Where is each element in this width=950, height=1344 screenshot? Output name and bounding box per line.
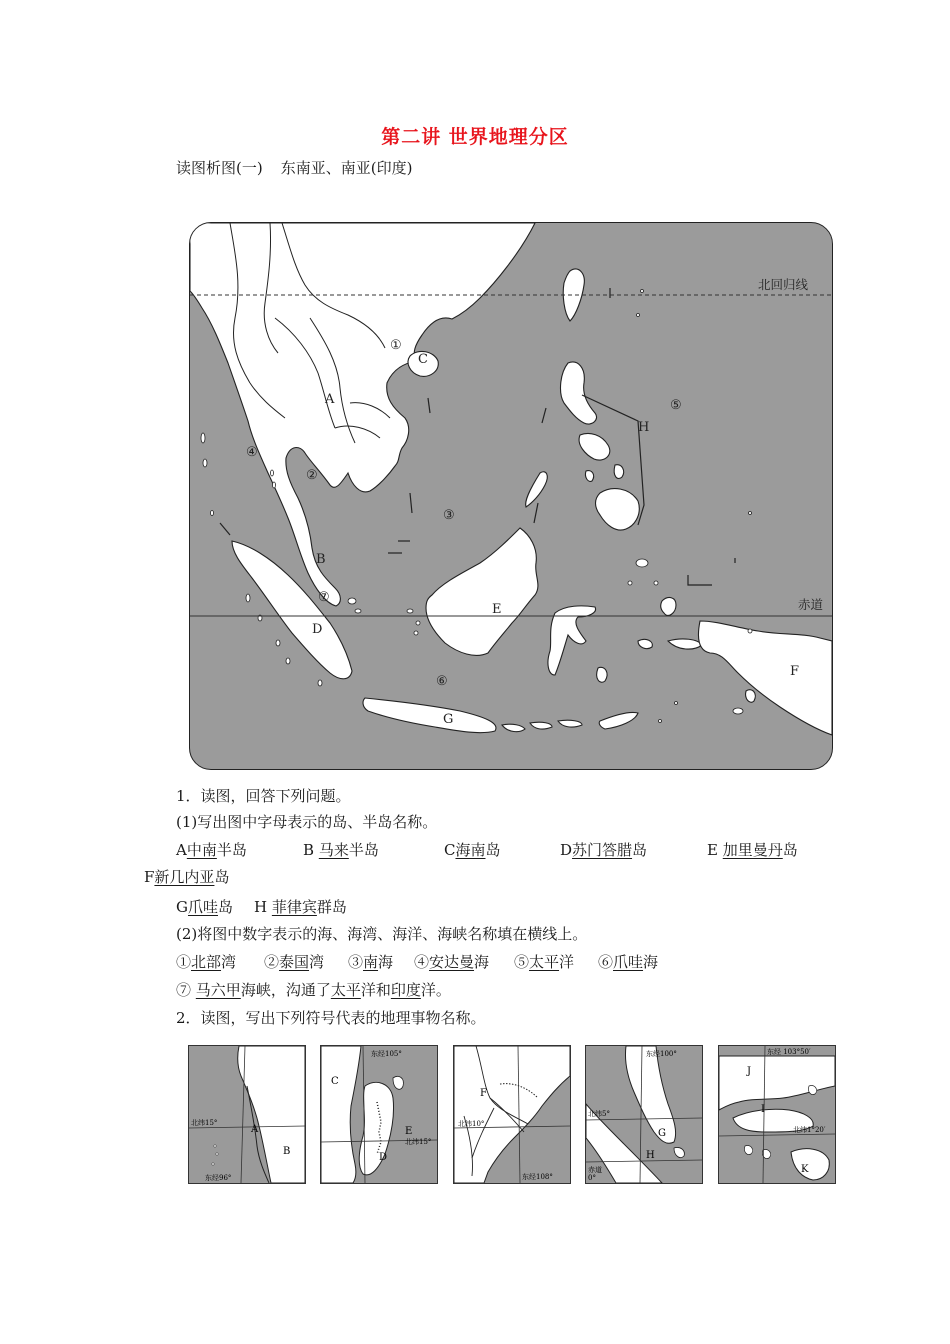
- label-C: C: [418, 352, 428, 367]
- small-map-5-label-I: I: [761, 1104, 765, 1115]
- borneo-island: [426, 528, 538, 655]
- small-map-1-lat: 北纬15°: [191, 1119, 218, 1127]
- q1-answer-D: D苏门答腊岛: [560, 841, 648, 859]
- small-map-2-label-D: D: [379, 1152, 388, 1163]
- label-3: ③: [443, 508, 455, 523]
- small-map-3-lat: 北纬10°: [458, 1120, 485, 1128]
- q1-answer-1: ①北部湾: [176, 953, 237, 971]
- halmahera-island: [661, 598, 676, 616]
- mainland: [238, 1046, 305, 1183]
- small-map-2-label-C: C: [331, 1076, 339, 1087]
- new-guinea-island: [698, 621, 832, 735]
- label-G: G: [443, 712, 454, 727]
- label-7: ⑦: [318, 590, 330, 605]
- answer-text: 马六甲: [195, 981, 241, 999]
- luzon-island: [561, 362, 597, 424]
- small-map-2-lon: 东经105°: [371, 1050, 402, 1058]
- answer-text: 加里曼丹: [722, 841, 783, 859]
- parallel: [586, 1118, 702, 1120]
- buru-island: [638, 639, 652, 648]
- small-map-2: [320, 1045, 438, 1184]
- small-map-4-label-H: H: [646, 1150, 655, 1161]
- q1-answer-6: ⑥爪哇海: [598, 953, 659, 971]
- small-map-3-label-F: F: [480, 1088, 487, 1099]
- small-map-2-lat: 北纬15°: [405, 1138, 432, 1146]
- q1-answer-G: G爪哇岛: [176, 898, 234, 916]
- q1-answer-4: ④安达曼海: [414, 953, 490, 971]
- small-map-3-lon: 东经108°: [522, 1173, 553, 1181]
- mekong-region: [454, 1046, 570, 1183]
- small-map-5-lon: 东经 103°50′: [767, 1048, 811, 1056]
- southeast-asia-map: [189, 222, 833, 770]
- label-4: ④: [246, 445, 258, 460]
- answer-text: 泰国: [279, 953, 310, 971]
- small-map-2-label-E: E: [405, 1126, 413, 1137]
- map-svg: [190, 223, 832, 769]
- answer-text: 北部: [191, 953, 222, 971]
- answer-text-3: 印度: [390, 981, 421, 999]
- q1-heading: 1．读图，回答下列问题。: [176, 787, 351, 805]
- q1-answer-C: C海南岛: [444, 841, 501, 859]
- q1-answer-2: ②泰国湾: [264, 953, 325, 971]
- philippines-islet-1: [614, 465, 623, 479]
- philippines-islet-2: [585, 471, 593, 482]
- q1-answer-7: ⑦ 马六甲海峡，沟通了太平洋和印度洋。: [176, 981, 451, 999]
- johor-coast: [719, 1056, 835, 1110]
- taiwan-island: [563, 269, 584, 321]
- seram-island: [668, 639, 702, 649]
- sumatra-island: [232, 541, 352, 679]
- small-map-1-label-A: A: [251, 1124, 259, 1135]
- small-map-1: [188, 1045, 306, 1184]
- small-map-5-label-K: K: [801, 1164, 809, 1175]
- parallel: [719, 1134, 835, 1136]
- land-masses: [190, 223, 832, 735]
- label-H: H: [638, 420, 650, 435]
- q1-answer-B: B 马来半岛: [303, 841, 379, 859]
- answer-text: 海南: [455, 841, 486, 859]
- label-F: F: [790, 664, 800, 679]
- label-6: ⑥: [436, 674, 448, 689]
- sulawesi-east-arm: [597, 667, 607, 682]
- small-map-4-lon: 东经100°: [646, 1050, 677, 1058]
- small-map-1-lon: 东经96°: [205, 1174, 232, 1182]
- small-map-4: [585, 1045, 703, 1184]
- answer-text: 马来: [318, 841, 349, 859]
- section-subtitle: [176, 157, 412, 178]
- label-1: ①: [390, 338, 402, 353]
- timor-island: [599, 712, 638, 729]
- small-map-4-label-G: G: [658, 1128, 666, 1139]
- answer-text: 爪哇: [187, 898, 218, 916]
- small-map-4-eq: 赤道: [588, 1166, 602, 1174]
- q1-answer-5: ⑤太平洋: [514, 953, 575, 971]
- small-map-5-lat: 北纬1°20′: [793, 1126, 826, 1134]
- mindanao-island: [596, 489, 640, 530]
- q1-part1: (1)写出图中字母表示的岛、半岛名称。: [176, 813, 438, 831]
- q1-part2: (2)将图中数字表示的海、海湾、海洋、海峡名称填在横线上。: [176, 925, 588, 943]
- malay-peninsula: [625, 1046, 675, 1143]
- java-island: [363, 698, 496, 733]
- answer-text: 新几内亚: [154, 868, 215, 886]
- label-B: B: [316, 552, 326, 567]
- subtitle-prefix: 读图析图(一): [176, 159, 263, 177]
- equator-label: 赤道: [798, 597, 824, 612]
- small-map-4-lat: 北纬5°: [588, 1110, 610, 1118]
- label-5: ⑤: [670, 398, 682, 413]
- bintan-island: [791, 1149, 829, 1180]
- small-map-1-label-B: B: [283, 1146, 291, 1157]
- q1-answer-A: A中南半岛: [176, 841, 247, 859]
- answer-text: 南: [363, 953, 379, 971]
- answer-text: 中南: [186, 841, 217, 859]
- label-A: A: [325, 392, 335, 407]
- q2-heading: 2．读图，写出下列符号代表的地理事物名称。: [176, 1009, 486, 1027]
- answer-text: 爪哇: [613, 953, 644, 971]
- lesser-sunda-2: [530, 722, 552, 729]
- label-2: ②: [306, 468, 318, 483]
- answer-text-2: 太平: [330, 981, 361, 999]
- islet: [674, 1147, 684, 1157]
- mainland: [321, 1046, 361, 1183]
- palawan-island: [526, 472, 548, 507]
- answer-text: 安达曼: [429, 953, 475, 971]
- hainan: [393, 1076, 403, 1089]
- answer-text: 菲律宾: [271, 898, 317, 916]
- lesser-sunda-1: [502, 724, 525, 731]
- label-E: E: [492, 602, 502, 617]
- label-D: D: [312, 622, 323, 637]
- small-map-5: [718, 1045, 836, 1184]
- philippines-central: [579, 433, 610, 460]
- small-map-4-zero: 0°: [588, 1174, 596, 1182]
- subtitle-region: 东南亚、南亚(印度): [280, 159, 413, 177]
- q1-answer-F: F新几内亚岛: [144, 868, 230, 886]
- small-map-3: [453, 1045, 571, 1184]
- tropic-label: 北回归线: [758, 277, 809, 292]
- small-map-5-label-J: J: [747, 1066, 752, 1077]
- q1-answer-E: E 加里曼丹岛: [707, 841, 798, 859]
- q1-answer-3: ③南海: [348, 953, 394, 971]
- aru-islands: [746, 690, 756, 703]
- page-title: 第二讲 世界地理分区: [381, 126, 569, 148]
- lesser-sunda-3: [558, 720, 582, 727]
- q1-answer-H: H 菲律宾群岛: [254, 898, 347, 916]
- answer-text: 太平: [529, 953, 560, 971]
- answer-text: 苏门答腊: [572, 841, 633, 859]
